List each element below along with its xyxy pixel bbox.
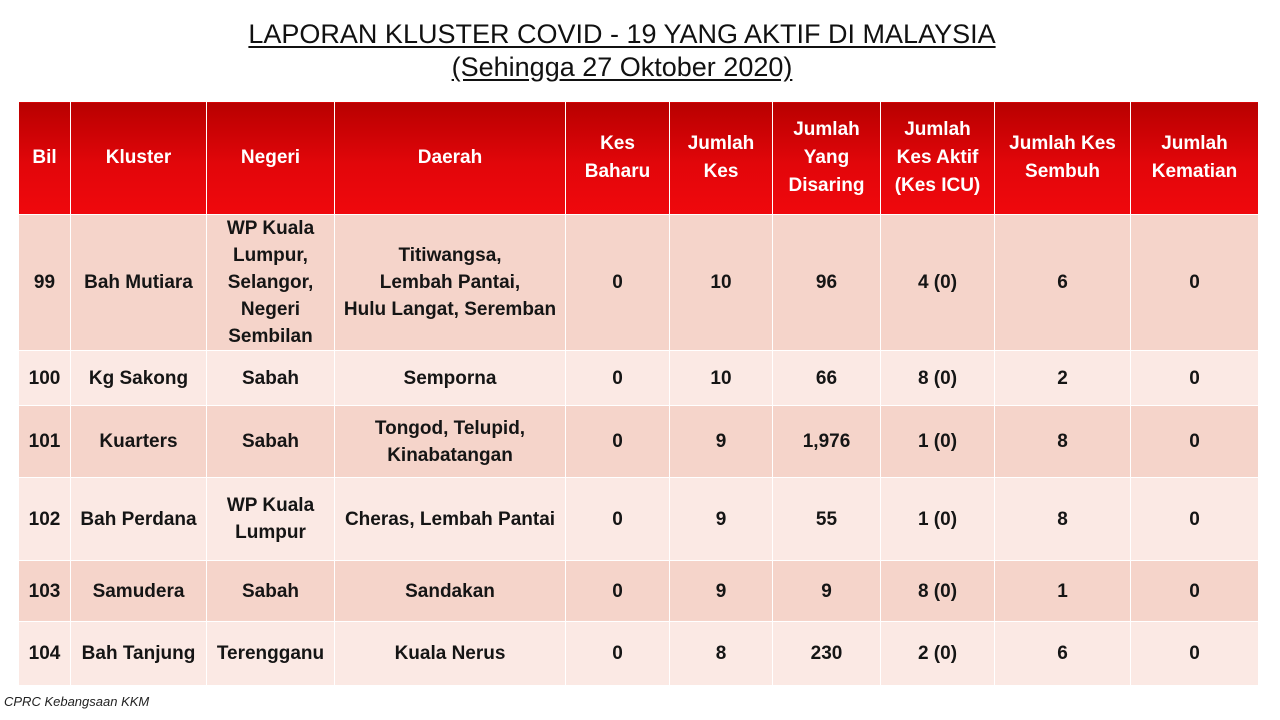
cell-negeri: Sabah: [207, 406, 335, 478]
cell-jumlah-kes: 9: [670, 478, 773, 561]
cell-kluster: Bah Perdana: [71, 478, 207, 561]
header-negeri: Negeri: [207, 102, 335, 215]
cell-sembuh: 8: [995, 478, 1131, 561]
cell-kes-baharu: 0: [566, 622, 670, 686]
cell-kes-baharu: 0: [566, 478, 670, 561]
table-row: [19, 561, 1259, 622]
cell-kluster: Kuarters: [71, 406, 207, 478]
cell-sembuh: 2: [995, 351, 1131, 406]
cell-jumlah-kes: 10: [670, 351, 773, 406]
cell-disaring: 1,976: [773, 406, 881, 478]
header-jumlah-disaring: Jumlah Yang Disaring: [773, 102, 881, 215]
cell-disaring: 230: [773, 622, 881, 686]
cell-kes-aktif: 1 (0): [881, 478, 995, 561]
cell-bil: 101: [19, 406, 71, 478]
cell-sembuh: 6: [995, 215, 1131, 351]
cell-negeri: WP Kuala Lumpur: [207, 478, 335, 561]
cell-kematian: 0: [1131, 561, 1259, 622]
cell-kluster: Samudera: [71, 561, 207, 622]
cell-kluster: Bah Mutiara: [71, 215, 207, 351]
header-kematian: Jumlah Kematian: [1131, 102, 1259, 215]
table-row: [19, 406, 1259, 478]
cell-kes-baharu: 0: [566, 406, 670, 478]
cell-jumlah-kes: 9: [670, 561, 773, 622]
cell-daerah: Titiwangsa, Lembah Pantai, Hulu Langat, Seremban: [335, 215, 566, 351]
table-row: [19, 622, 1259, 686]
cell-jumlah-kes: 10: [670, 215, 773, 351]
title-block: [0, 18, 1244, 84]
cell-bil: 104: [19, 622, 71, 686]
cell-sembuh: 6: [995, 622, 1131, 686]
cell-disaring: 9: [773, 561, 881, 622]
cell-jumlah-kes: 9: [670, 406, 773, 478]
header-kes-aktif: Jumlah Kes Aktif (Kes ICU): [881, 102, 995, 215]
cell-disaring: 66: [773, 351, 881, 406]
cell-sembuh: 8: [995, 406, 1131, 478]
cluster-table: [18, 101, 1259, 686]
header-kes-baharu: Kes Baharu: [566, 102, 670, 215]
source-note: CPRC Kebangsaan KKM: [4, 694, 150, 709]
header-kes-sembuh: Jumlah Kes Sembuh: [995, 102, 1131, 215]
table-row: [19, 478, 1259, 561]
table-row: [19, 215, 1259, 351]
cell-kluster: Bah Tanjung: [71, 622, 207, 686]
cell-kematian: 0: [1131, 622, 1259, 686]
table-header-row: [19, 102, 1259, 215]
table-row: [19, 351, 1259, 406]
cell-disaring: 55: [773, 478, 881, 561]
cell-negeri: Sabah: [207, 561, 335, 622]
cell-disaring: 96: [773, 215, 881, 351]
cell-daerah: Semporna: [335, 351, 566, 406]
header-kluster: Kluster: [71, 102, 207, 215]
cell-bil: 99: [19, 215, 71, 351]
page-subtitle: (Sehingga 27 Oktober 2020): [451, 52, 793, 82]
cell-negeri: WP Kuala Lumpur, Selangor, Negeri Sembilan: [207, 215, 335, 351]
cell-daerah: Tongod, Telupid, Kinabatangan: [335, 406, 566, 478]
cell-daerah: Cheras, Lembah Pantai: [335, 478, 566, 561]
cell-sembuh: 1: [995, 561, 1131, 622]
cell-kes-aktif: 8 (0): [881, 351, 995, 406]
header-daerah: Daerah: [335, 102, 566, 215]
cell-kes-aktif: 2 (0): [881, 622, 995, 686]
cell-kes-aktif: 1 (0): [881, 406, 995, 478]
cell-daerah: Kuala Nerus: [335, 622, 566, 686]
cell-bil: 102: [19, 478, 71, 561]
cell-bil: 103: [19, 561, 71, 622]
cell-daerah: Sandakan: [335, 561, 566, 622]
cell-negeri: Terengganu: [207, 622, 335, 686]
cell-kes-baharu: 0: [566, 351, 670, 406]
cell-kes-baharu: 0: [566, 215, 670, 351]
cell-kluster: Kg Sakong: [71, 351, 207, 406]
cell-kes-aktif: 8 (0): [881, 561, 995, 622]
cell-kematian: 0: [1131, 406, 1259, 478]
cell-kematian: 0: [1131, 351, 1259, 406]
cell-kematian: 0: [1131, 478, 1259, 561]
cell-kematian: 0: [1131, 215, 1259, 351]
header-bil: Bil: [19, 102, 71, 215]
cell-negeri: Sabah: [207, 351, 335, 406]
page-title: LAPORAN KLUSTER COVID - 19 YANG AKTIF DI MALAYSIA: [248, 19, 996, 49]
cell-jumlah-kes: 8: [670, 622, 773, 686]
cell-bil: 100: [19, 351, 71, 406]
cell-kes-baharu: 0: [566, 561, 670, 622]
cell-kes-aktif: 4 (0): [881, 215, 995, 351]
header-jumlah-kes: Jumlah Kes: [670, 102, 773, 215]
